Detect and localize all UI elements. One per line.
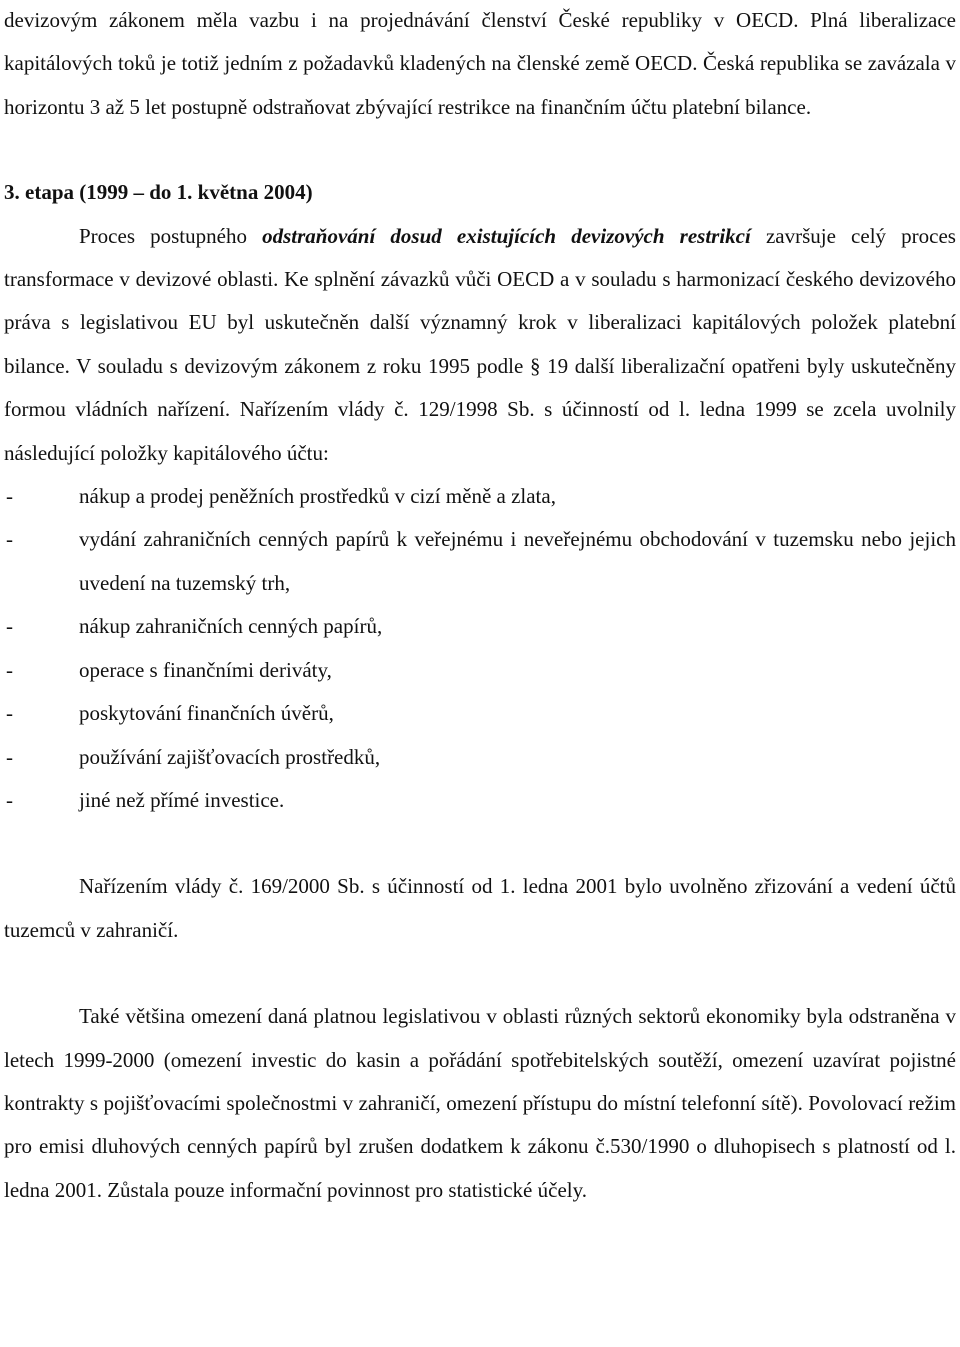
list-item <box>4 736 956 779</box>
intro-paragraph: devizovým zákonem měla vazbu i na projednávání členství České republiky v OECD. Plná liberalizace kapitálových toků je totiž jedním z požadavků kladených na členské země OECD. Česká republika se zavázala v horizontu 3 až 5 let postupně odstraňovat zbývající restrikce na finančním účtu platební bilance. <box>4 8 956 119</box>
list-dash: - <box>6 657 13 682</box>
list-item <box>4 779 956 822</box>
list-item <box>4 692 956 735</box>
list-item-text: používání zajišťovacích prostředků, <box>79 744 381 769</box>
section-paragraph-lead: Proces postupného <box>79 223 263 248</box>
regulation-2000-paragraph: Nařízením vlády č. 169/2000 Sb. s účinností od 1. ledna 2001 bylo uvolněno zřizování a vedení účtů tuzemců v zahraničí. <box>4 874 956 942</box>
list-dash: - <box>6 614 13 639</box>
list-item-text: poskytování finančních úvěrů, <box>79 701 334 726</box>
closing-paragraph: Také většina omezení daná platnou legislativou v oblasti různých sektorů ekonomiky byla odstraněna v letech 1999-2000 (omezení investic do kasin a pořádání spotřebitelských soutěží, omezení uzavírat pojistné kontrakty s pojišťovacími společnostmi v zahraničí, omezení přístupu do místní telefonní sítě). Povolovací režim pro emisi dluhových cenných papírů byl zrušen dodatkem k zákonu č.530/1990 o dluhopisech s platností od l. ledna 2001. Zůstala pouze informační povinnost pro statistické účely. <box>4 1004 956 1202</box>
list-dash: - <box>6 787 13 812</box>
section-heading: 3. etapa (1999 – do 1. května 2004) <box>4 180 313 205</box>
liberalized-items-list <box>4 475 956 822</box>
section-paragraph <box>4 215 956 475</box>
list-dash: - <box>6 744 13 769</box>
list-item <box>4 518 956 605</box>
list-dash: - <box>6 484 13 509</box>
document-page <box>4 0 956 1212</box>
list-item <box>4 605 956 648</box>
list-item-text: nákup zahraničních cenných papírů, <box>79 614 383 639</box>
list-item-text: nákup a prodej peněžních prostředků v cizí měně a zlata, <box>79 484 556 509</box>
list-item-text: operace s finančními deriváty, <box>79 657 332 682</box>
list-dash: - <box>6 701 13 726</box>
list-item <box>4 649 956 692</box>
list-dash: - <box>6 527 13 552</box>
list-item-text: jiné než přímé investice. <box>79 787 285 812</box>
list-item-text: vydání zahraničních cenných papírů k veřejnému i neveřejnému obchodování v tuzemsku nebo jejich uvedení na tuzemský trh, <box>79 527 956 595</box>
list-item <box>4 475 956 518</box>
section-paragraph-emphasis: odstraňování dosud existujících devizových restrikcí <box>262 223 751 248</box>
section-paragraph-rest: završuje celý proces transformace v devizové oblasti. Ke splnění závazků vůči OECD a v souladu s harmonizací českého devizového práva s legislativou EU byl uskutečněn další významný krok v liberalizaci kapitálových položek platební bilance. V souladu s devizovým zákonem z roku 1995 podle § 19 další liberalizační opatřeni byly uskutečněny formou vládních nařízení. Nařízením vlády č. 129/1998 Sb. s účinností od l. ledna 1999 se zcela uvolnily následující položky kapitálového účtu: <box>4 223 956 465</box>
